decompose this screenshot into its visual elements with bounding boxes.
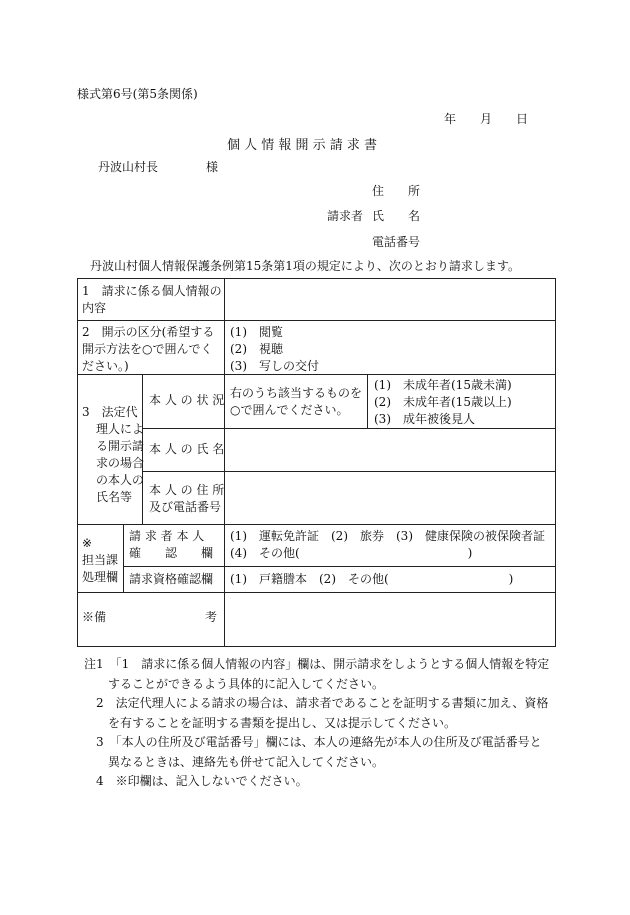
- status-instruction-line: 右のうち該当するものを: [230, 386, 363, 400]
- qualification-check-label: 請求資格確認欄: [129, 572, 214, 586]
- note-item: [84, 772, 564, 792]
- note-line: 2 法定代理人による請求の場合は、請求者であることを証明する書類に加え、資格: [84, 696, 549, 710]
- principal-name-field[interactable]: [226, 429, 554, 470]
- identity-options[interactable]: [230, 528, 545, 562]
- row2-label-line: 2 開示の区分(希望する: [82, 325, 215, 339]
- remarks-label-end: 考: [205, 610, 218, 624]
- note-line: を有することを証明する書類を提出し、又は提示してください。: [84, 715, 457, 730]
- staff-label-line: ※: [82, 536, 93, 550]
- personal-info-content-field[interactable]: [226, 279, 554, 319]
- row3-label-line: 3 法定代: [82, 405, 138, 419]
- addressee-honorific: 様: [206, 160, 219, 174]
- note-line: 注1 「1 請求に係る個人情報の内容」欄は、開示請求をしようとする個人情報を特定: [84, 657, 550, 671]
- principal-address-field[interactable]: [226, 472, 554, 523]
- form-number: 様式第6号(第5条関係): [77, 87, 198, 101]
- identity-options-line[interactable]: (1) 運転免許証 (2) 旅券 (3) 健康保険の被保険者証: [230, 529, 545, 543]
- note-line: 3 「本人の住所及び電話番号」欄には、本人の連絡先が本人の住所及び電話番号と: [84, 735, 542, 749]
- option-copy[interactable]: (3) 写しの交付: [230, 359, 319, 373]
- principal-address-label-line: 及び電話番号: [149, 500, 222, 514]
- phone-label: 電話番号: [372, 235, 421, 249]
- identity-check-label-line: 請 求 者 本 人: [129, 529, 205, 543]
- note-item: [84, 694, 564, 733]
- option-view[interactable]: (1) 閲覧: [230, 325, 283, 339]
- remarks-field[interactable]: [226, 593, 554, 645]
- identity-check-label-line: 確 認 欄: [129, 546, 214, 560]
- addressee: 丹波山村長: [98, 160, 159, 174]
- option-adult-ward[interactable]: (3) 成年被後見人: [374, 412, 475, 426]
- staff-label-line: 担当課: [82, 553, 119, 567]
- notes-section: [84, 655, 564, 792]
- note-item: [84, 733, 564, 772]
- note-line: 4 ※印欄は、記入しないでください。: [84, 774, 308, 788]
- row3-label-line: の本人の: [96, 473, 145, 487]
- option-minor-under-15[interactable]: (1) 未成年者(15歳未満): [374, 378, 512, 392]
- date-day: 日: [516, 112, 529, 126]
- row1-label-line: 内容: [82, 301, 107, 315]
- row1-label-line: 1 請求に係る個人情報の: [82, 284, 222, 298]
- status-instruction-line: ○で囲んでください。: [230, 403, 349, 417]
- requester-label: 請求者: [327, 209, 364, 223]
- date-year: 年: [444, 112, 457, 126]
- date-month: 月: [480, 112, 493, 126]
- status-options[interactable]: [374, 377, 512, 428]
- row3-label-line: る開示請: [96, 439, 145, 453]
- staff-label-line: 処理欄: [82, 570, 119, 584]
- intro-text: 丹波山村個人情報保護条例第15条第1項の規定により、次のとおり請求します。: [90, 259, 520, 273]
- row2-label-line: ださい。): [82, 359, 129, 373]
- row2-label-line: 開示方法を○で囲んでく: [82, 342, 213, 356]
- request-form-table: [77, 278, 556, 647]
- option-minor-15-over[interactable]: (2) 未成年者(15歳以上): [374, 395, 512, 409]
- note-line: することができるよう具体的に記入してください。: [84, 676, 385, 691]
- address-label: 住 所: [372, 184, 421, 198]
- row3-label-line: 氏名等: [96, 490, 133, 504]
- name-label: 氏 名: [372, 209, 421, 223]
- status-label: 本 人 の 状 況: [149, 393, 225, 407]
- remarks-label: ※備: [82, 610, 107, 624]
- principal-address-label-line: 本 人 の 住 所: [149, 483, 225, 497]
- row3-label-line: 理人によ: [96, 422, 145, 436]
- disclosure-method-options[interactable]: [230, 324, 319, 375]
- note-item: [84, 655, 564, 694]
- option-listen[interactable]: (2) 視聴: [230, 342, 283, 356]
- page-title: 個 人 情 報 開 示 請 求 書: [227, 138, 378, 153]
- row3-label-line: 求の場合: [96, 456, 145, 470]
- identity-options-line[interactable]: (4) その他( ): [230, 546, 473, 560]
- note-line: 異なるときは、連絡先も併せて記入してください。: [84, 754, 385, 769]
- principal-name-label: 本 人 の 氏 名: [149, 442, 225, 456]
- qualification-options[interactable]: (1) 戸籍謄本 (2) その他( ): [230, 572, 514, 586]
